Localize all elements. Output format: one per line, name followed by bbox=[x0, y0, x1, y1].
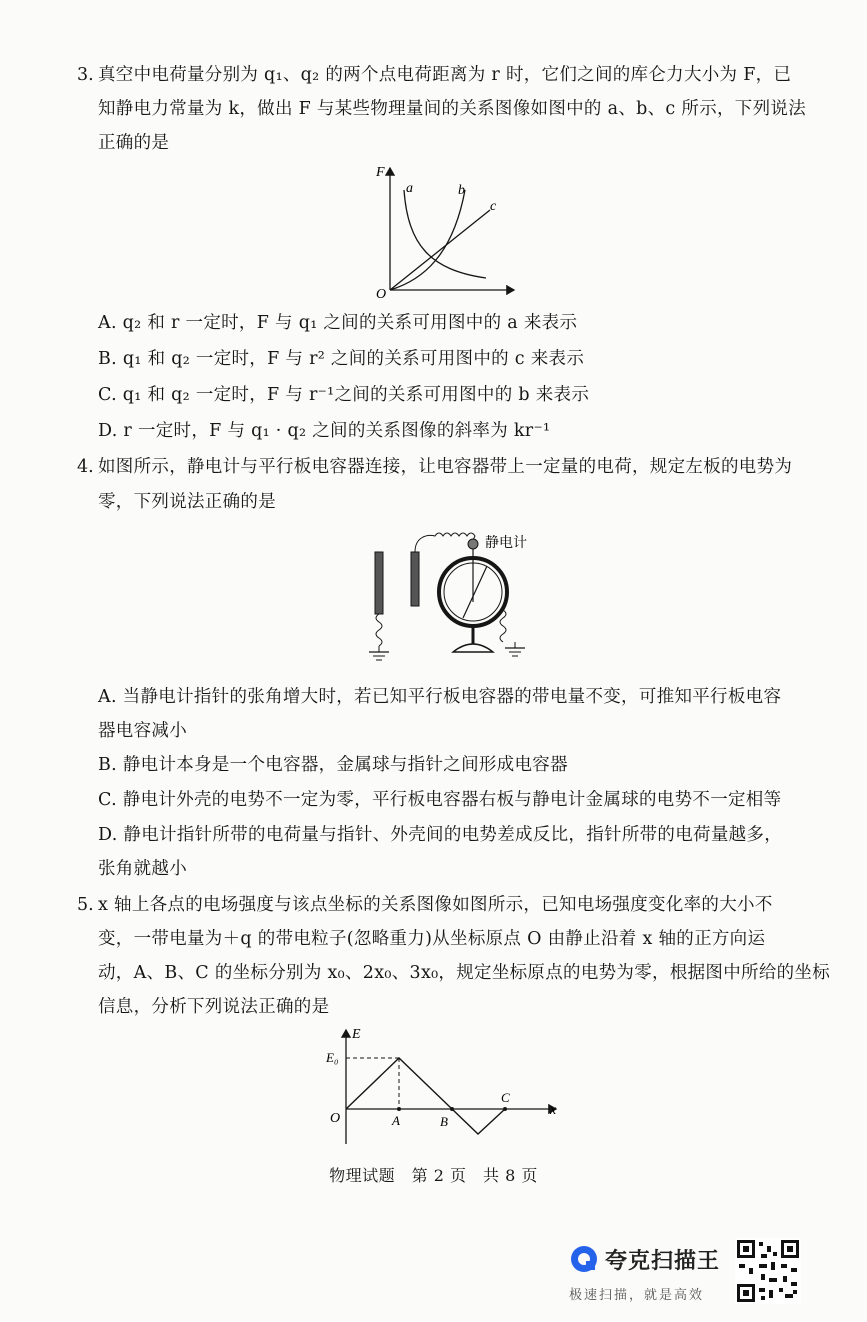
e-axis-label: E bbox=[352, 1027, 361, 1042]
q4-figure-electroscope bbox=[355, 522, 555, 671]
q5-stem-line-2: 变，一带电量为＋q 的带电粒子(忽略重力)从坐标原点 O 由静止沿着 x 轴的正方向运 bbox=[98, 929, 766, 949]
q4-stem-line-2: 零，下列说法正确的是 bbox=[98, 492, 276, 512]
q4-option-d-line-1: D. 静电计指针所带的电荷量与指针、外壳间的电势差成反比，指针所带的电荷量越多， bbox=[98, 825, 783, 845]
point-b-label: B bbox=[440, 1114, 448, 1129]
q3-option-c: C. q₁ 和 q₂ 一定时，F 与 r⁻¹之间的关系可用图中的 b 来表示 bbox=[98, 385, 590, 405]
e0-label: E₀ bbox=[326, 1050, 339, 1065]
curve-b-label: b bbox=[458, 183, 465, 198]
scanner-watermark bbox=[565, 1238, 805, 1308]
curve-a-label: a bbox=[406, 181, 413, 196]
q4-option-b: B. 静电计本身是一个电容器，金属球与指针之间形成电容器 bbox=[98, 755, 568, 775]
point-a-label: A bbox=[392, 1113, 400, 1128]
q4-number: 4. bbox=[77, 457, 94, 477]
q5-stem-line-3: 动，A、B、C 的坐标分别为 x₀、2x₀、3x₀，规定坐标原点的电势为零，根据图中所给的坐标 bbox=[98, 963, 831, 983]
origin-label: O bbox=[330, 1111, 341, 1126]
q3-stem-line-3: 正确的是 bbox=[98, 133, 170, 153]
y-axis-label: F bbox=[376, 165, 385, 180]
q4-option-c: C. 静电计外壳的电势不一定为零，平行板电容器右板与静电计金属球的电势不一定相等 bbox=[98, 790, 782, 810]
q3-stem-line-1: 真空中电荷量分别为 q₁、q₂ 的两个点电荷距离为 r 时，它们之间的库仑力大小为 F，已 bbox=[98, 65, 792, 85]
q4-option-a-line-2: 器电容减小 bbox=[98, 721, 187, 741]
scanner-slogan: 极速扫描，就是高效 bbox=[569, 1288, 705, 1303]
q3-option-b: B. q₁ 和 q₂ 一定时，F 与 r² 之间的关系可用图中的 c 来表示 bbox=[98, 349, 585, 369]
origin-label: O bbox=[376, 287, 387, 302]
curve-a bbox=[404, 190, 486, 278]
scanner-logo-icon bbox=[569, 1244, 599, 1274]
e-x-curve bbox=[346, 1058, 505, 1134]
scanner-brand-name: 夸克扫描王 bbox=[605, 1249, 721, 1274]
q4-option-a-line-1: A. 当静电计指针的张角增大时，若已知平行板电容器的带电量不变，可推知平行板电容 bbox=[98, 687, 782, 707]
q5-number: 5. bbox=[77, 895, 94, 915]
page-footer: 物理试题 第 2 页 共 8 页 bbox=[329, 1166, 538, 1185]
q3-stem-line-2: 知静电力常量为 k，做出 F 与某些物理量间的关系图像如图中的 a、b、c 所示，下列说法 bbox=[98, 99, 806, 119]
curve-b bbox=[390, 190, 465, 290]
q5-stem-line-4: 信息，分析下列说法正确的是 bbox=[98, 997, 330, 1017]
q3-option-a: A. q₂ 和 r 一定时，F 与 q₁ 之间的关系可用图中的 a 来表示 bbox=[98, 313, 578, 333]
q4-stem-line-1: 如图所示，静电计与平行板电容器连接，让电容器带上一定量的电荷，规定左板的电势为 bbox=[98, 457, 793, 477]
point-c-label: C bbox=[501, 1090, 510, 1105]
q5-stem-line-1: x 轴上各点的电场强度与该点坐标的关系图像如图所示，已知电场强度变化率的大小不 bbox=[98, 895, 773, 915]
x-axis-label: x bbox=[550, 1103, 557, 1118]
q3-number: 3. bbox=[77, 65, 94, 85]
q3-option-d: D. r 一定时，F 与 q₁ · q₂ 之间的关系图像的斜率为 kr⁻¹ bbox=[98, 421, 551, 441]
q3-figure bbox=[368, 160, 528, 306]
q4-option-d-line-2: 张角就越小 bbox=[98, 859, 187, 879]
electroscope-label: 静电计 bbox=[485, 536, 527, 551]
curve-c bbox=[390, 210, 490, 290]
curve-c-label: c bbox=[490, 199, 497, 214]
q5-figure-e-x-graph bbox=[318, 1024, 568, 1154]
qr-code-icon bbox=[735, 1238, 801, 1304]
